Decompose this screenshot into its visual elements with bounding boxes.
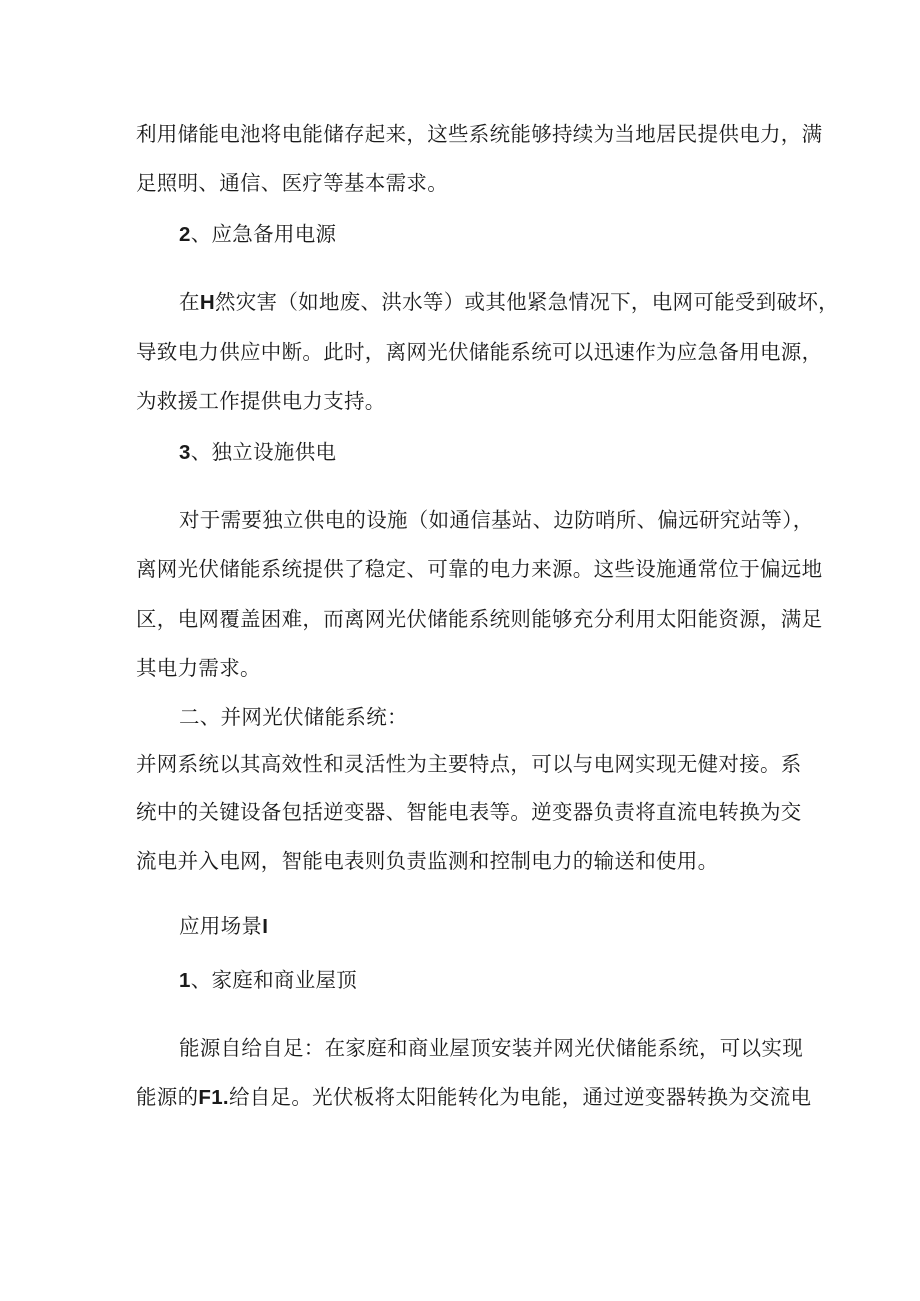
para5-line2-pre: 能源的: [136, 1085, 199, 1109]
application-scenarios-label: [179, 913, 268, 940]
para3-line2: 离网光伏储能系统提供了稳定、可靠的电力来源。这些设施通常位于偏远地: [136, 557, 823, 581]
para5-line1: 能源自给自足：在家庭和商业屋顶安装并网光伏储能系统，可以实现: [179, 1036, 803, 1060]
para1-line2: 足照明、通信、医疗等基本需求。: [136, 171, 448, 195]
heading-number: 1: [179, 969, 191, 992]
heading-number: 3: [179, 441, 191, 464]
para5-line2-bold: F1.: [198, 1086, 229, 1109]
heading-number: 2: [179, 223, 191, 246]
para1-line1: 利用储能电池将电能储存起来，这些系统能够持续为当地居民提供电力，满: [136, 122, 823, 146]
section-title-grid-tied: 二、并网光伏储能系统：: [179, 705, 408, 729]
para5-line2: [136, 1084, 811, 1111]
heading-text: 、家庭和商业屋顶: [190, 968, 358, 992]
heading-emergency-power: [179, 221, 336, 248]
para5-line2-post: 给自足。光伏板将太阳能转化为电能，通过逆变器转换为交流电: [228, 1085, 812, 1109]
heading-text: 、独立设施供电: [190, 440, 337, 464]
para4-line1: 并网系统以其高效性和灵活性为主要特点，可以与电网实现无健对接。系: [136, 752, 802, 776]
heading-independent-facilities: [179, 439, 336, 466]
scenes-text: 应用场景: [179, 914, 263, 938]
para2-line1-bold: H: [199, 291, 215, 314]
para4-line2: 统中的关键设备包括逆变器、智能电表等。逆变器负责将直流电转换为交: [136, 800, 802, 824]
para2-line3: 为救援工作提供电力支持。: [136, 389, 386, 413]
para2-line1: [179, 289, 839, 316]
para3-line3: 区，电网覆盖困难，而离网光伏储能系统则能够充分利用太阳能资源，满足: [136, 607, 823, 631]
para4-line3: 流电并入电网，智能电表则负责监测和控制电力的输送和使用。: [136, 849, 719, 873]
para3-line1: 对于需要独立供电的设施（如通信基站、边防哨所、偏远研究站等），: [179, 508, 814, 532]
para2-line1-pre: 在: [179, 290, 200, 314]
scenes-mark: I: [262, 915, 269, 938]
heading-rooftop: [179, 967, 357, 994]
para2-line2: 导致电力供应中断。此时，离网光伏储能系统可以迅速作为应急备用电源，: [136, 340, 823, 364]
heading-text: 、应急备用电源: [190, 222, 337, 246]
para2-line1-post: 然灾害（如地废、洪水等）或其他紧急情况下，电网可能受到破坏，: [214, 290, 839, 314]
para3-line4: 其电力需求。: [136, 656, 261, 680]
